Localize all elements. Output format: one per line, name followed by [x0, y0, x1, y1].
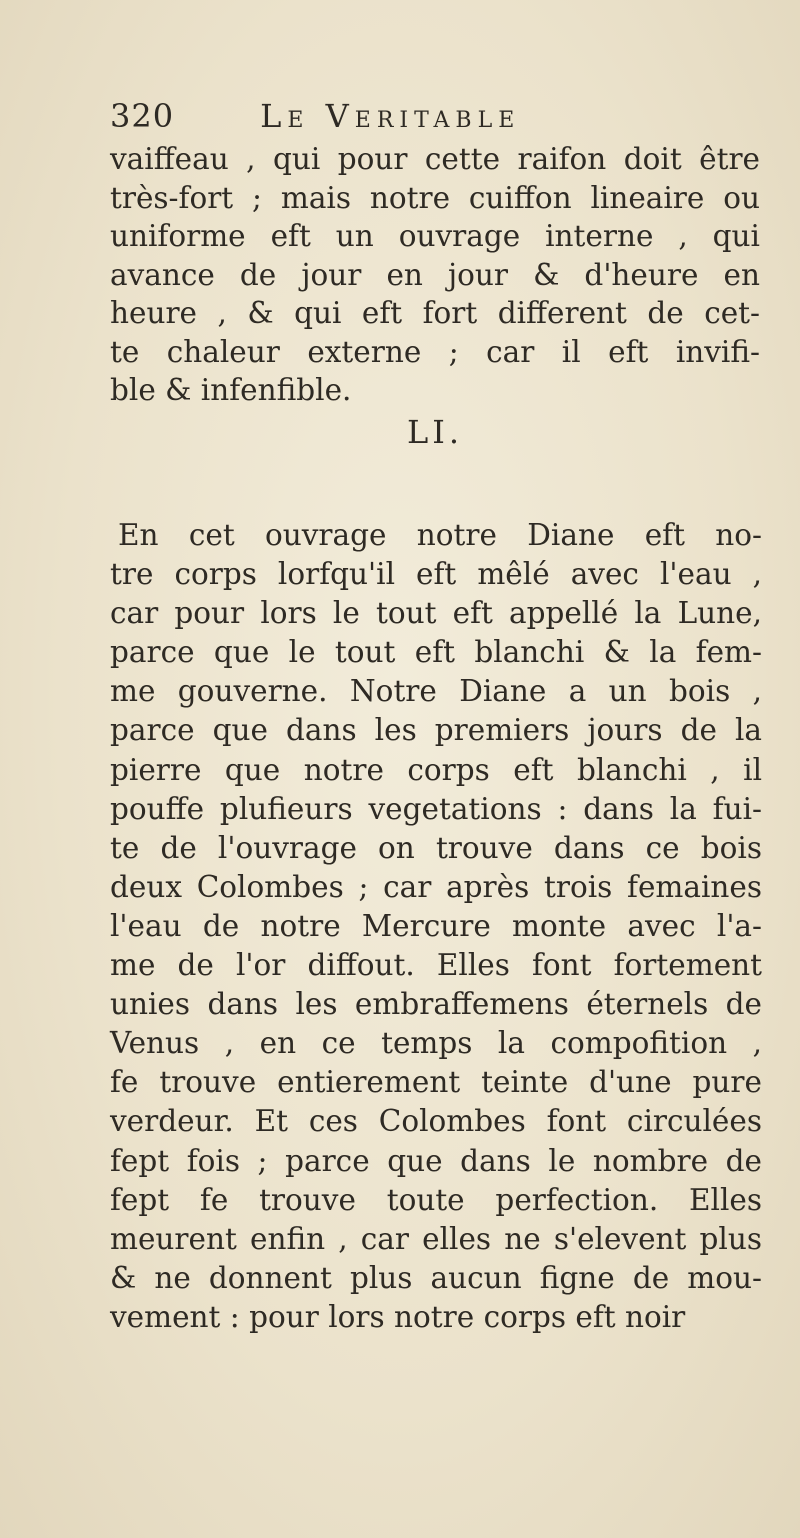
- text-line: te de l'ouvrage on trouve dans ce bois: [110, 830, 762, 865]
- paragraph-2: [110, 516, 762, 1337]
- text-line: me gouverne. Notre Diane a un bois ,: [110, 674, 762, 709]
- running-head: [110, 96, 750, 136]
- text-line: unies dans les embraffemens éternels de: [110, 987, 762, 1022]
- text-line: En cet ouvrage notre Diane eft no-: [118, 518, 762, 552]
- text-line: fept fois ; parce que dans le nombre de: [110, 1143, 762, 1178]
- text-line: Venus , en ce temps la compofition ,: [110, 1026, 762, 1061]
- text-line: uniforme eft un ouvrage interne , qui: [110, 219, 760, 253]
- text-line: vaiffeau , qui pour cette raifon doit être: [110, 142, 760, 176]
- text-line: pouffe plufieurs vegetations : dans la fui-: [110, 791, 762, 826]
- text-line: avance de jour en jour & d'heure en: [110, 257, 760, 292]
- text-line: car pour lors le tout eft appellé la Lune,: [110, 596, 762, 631]
- text-line: te chaleur externe ; car il eft invifi-: [110, 334, 760, 369]
- text-line: fe trouve entierement teinte d'une pure: [110, 1065, 762, 1100]
- text-line: pierre que notre corps eft blanchi , il: [110, 752, 762, 787]
- section-number: LI.: [406, 413, 464, 451]
- text-line: vement : pour lors notre corps eft noir: [110, 1299, 686, 1334]
- text-line: fept fe trouve toute perfection. Elles: [110, 1182, 762, 1217]
- text-line: deux Colombes ; car après trois femaines: [110, 869, 762, 904]
- text-line: meurent enfin , car elles ne s'elevent plus: [110, 1221, 762, 1256]
- text-line: me de l'or diffout. Elles font fortement: [110, 948, 762, 983]
- text-line: l'eau de notre Mercure monte avec l'a-: [110, 908, 762, 943]
- text-line: & ne donnent plus aucun figne de mou-: [110, 1260, 762, 1295]
- text-line: tre corps lorfqu'il eft mêlé avec l'eau ,: [110, 557, 762, 592]
- text-line: heure , & qui eft fort different de cet-: [110, 296, 760, 330]
- text-line: verdeur. Et ces Colombes font circulées: [110, 1104, 762, 1139]
- running-title: Le Veritable: [260, 97, 521, 135]
- page-number: 320: [110, 97, 175, 135]
- paragraph-1: [110, 140, 760, 410]
- text-line: parce que dans les premiers jours de la: [110, 713, 762, 748]
- text-line: parce que le tout eft blanchi & la fem-: [110, 635, 762, 670]
- text-line: très-fort ; mais notre cuiffon lineaire ou: [110, 180, 760, 215]
- text-line: ble & infenfible.: [110, 373, 352, 407]
